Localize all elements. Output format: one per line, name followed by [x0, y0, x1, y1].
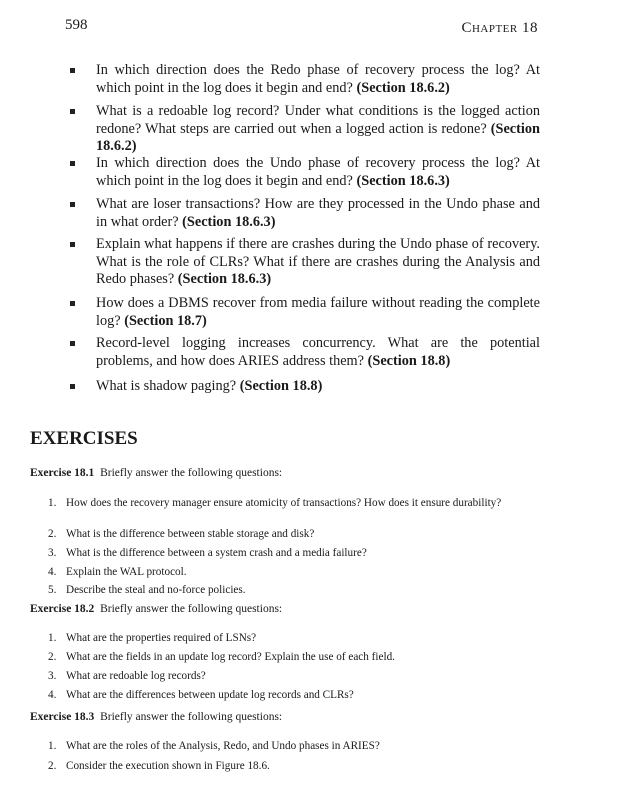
exercise-item: [48, 496, 548, 510]
item-number: 1.: [48, 497, 57, 509]
exercise-intro: Briefly answer the following questions:: [100, 711, 283, 723]
section-ref: (Section 18.6.3): [177, 271, 272, 287]
item-number: 4.: [48, 689, 57, 701]
exercise-label: Exercise 18.2: [30, 603, 95, 615]
question-text: Record-level logging increases concurrency. What are the potential problems, and how does ARIES address them?: [96, 335, 540, 369]
item-text: What are the properties required of LSNs?: [66, 632, 257, 644]
review-question: [70, 196, 540, 231]
section-ref: (Section 18.7): [124, 312, 207, 329]
item-text: How does the recovery manager ensure atomicity of transactions? How does it ensure durability?: [66, 497, 502, 509]
item-number: 2.: [48, 760, 57, 772]
exercise-label: Exercise 18.3: [30, 711, 95, 723]
exercise-item: [48, 631, 548, 645]
question-text: In which direction does the Redo phase of recovery process the log? At which point in the log does it begin and end?: [96, 62, 540, 96]
exercise-item: [48, 583, 548, 597]
section-ref: (Section 18.8): [367, 352, 451, 369]
question-text: What is shadow paging?: [96, 378, 237, 394]
bullet-icon: [70, 301, 75, 306]
review-question: [70, 155, 540, 190]
exercise-item: [48, 650, 548, 664]
bullet-icon: [70, 242, 75, 247]
exercise-item: [48, 669, 548, 683]
exercise-heading: [30, 711, 282, 723]
item-number: 2.: [48, 651, 57, 663]
section-ref: (Section 18.6.3): [356, 172, 450, 189]
item-text: Explain the WAL protocol.: [66, 566, 187, 578]
exercises-heading: EXERCISES: [30, 428, 138, 449]
exercise-item: [48, 759, 548, 773]
review-question: [70, 378, 540, 396]
bullet-icon: [70, 161, 75, 166]
section-ref: (Section 18.8): [239, 378, 323, 394]
item-number: 4.: [48, 566, 57, 578]
section-ref: (Section 18.6.2): [356, 79, 450, 96]
bullet-icon: [70, 384, 75, 389]
section-ref: (Section 18.6.2): [96, 120, 540, 154]
page-number: 598: [65, 17, 88, 33]
exercise-label: Exercise 18.1: [30, 467, 95, 479]
bullet-icon: [70, 109, 75, 114]
item-text: What are the differences between update log records and CLRs?: [66, 689, 354, 701]
review-question: [70, 295, 540, 330]
review-question: [70, 236, 540, 289]
exercise-item: [48, 565, 548, 579]
question-text: In which direction does the Undo phase of recovery process the log? At which point in the log does it begin and end?: [96, 155, 540, 189]
exercise-heading: [30, 467, 282, 479]
item-number: 1.: [48, 632, 57, 644]
bullet-icon: [70, 68, 75, 73]
item-number: 2.: [48, 528, 57, 540]
bullet-icon: [70, 202, 75, 207]
review-question: [70, 62, 540, 97]
item-number: 3.: [48, 670, 57, 682]
exercise-item: [48, 688, 548, 702]
review-question: [70, 335, 540, 370]
item-number: 1.: [48, 740, 57, 752]
question-text: What is a redoable log record? Under what conditions is the logged action redone? What steps are carried out when a logged action is redone?: [96, 103, 540, 137]
exercise-intro: Briefly answer the following questions:: [100, 467, 283, 479]
chapter-heading: Chapter 18: [461, 20, 538, 36]
bullet-icon: [70, 341, 75, 346]
review-question: [70, 103, 540, 156]
item-text: What are the fields in an update log record? Explain the use of each field.: [66, 651, 395, 663]
item-number: 3.: [48, 547, 57, 559]
exercise-item: [48, 546, 548, 560]
exercise-intro: Briefly answer the following questions:: [100, 603, 283, 615]
item-text: What are redoable log records?: [66, 670, 206, 682]
question-text: How does a DBMS recover from media failure without reading the complete log?: [96, 295, 540, 329]
item-text: What is the difference between stable storage and disk?: [66, 528, 315, 540]
question-text: What are loser transactions? How are they processed in the Undo phase and in what order?: [96, 196, 540, 230]
exercise-heading: [30, 603, 282, 615]
question-text: Explain what happens if there are crashes during the Undo phase of recovery. What is the role of CLRs? What if there are crashes during the Analysis and Redo phases?: [96, 236, 540, 287]
item-text: What is the difference between a system crash and a media failure?: [66, 547, 367, 559]
exercise-item: [48, 527, 548, 541]
item-text: Describe the steal and no-force policies.: [66, 584, 246, 596]
item-number: 5.: [48, 584, 57, 596]
exercise-item: [48, 739, 548, 753]
section-ref: (Section 18.6.3): [182, 213, 276, 230]
item-text: What are the roles of the Analysis, Redo, and Undo phases in ARIES?: [66, 740, 380, 752]
item-text: Consider the execution shown in Figure 18.6.: [66, 760, 270, 772]
